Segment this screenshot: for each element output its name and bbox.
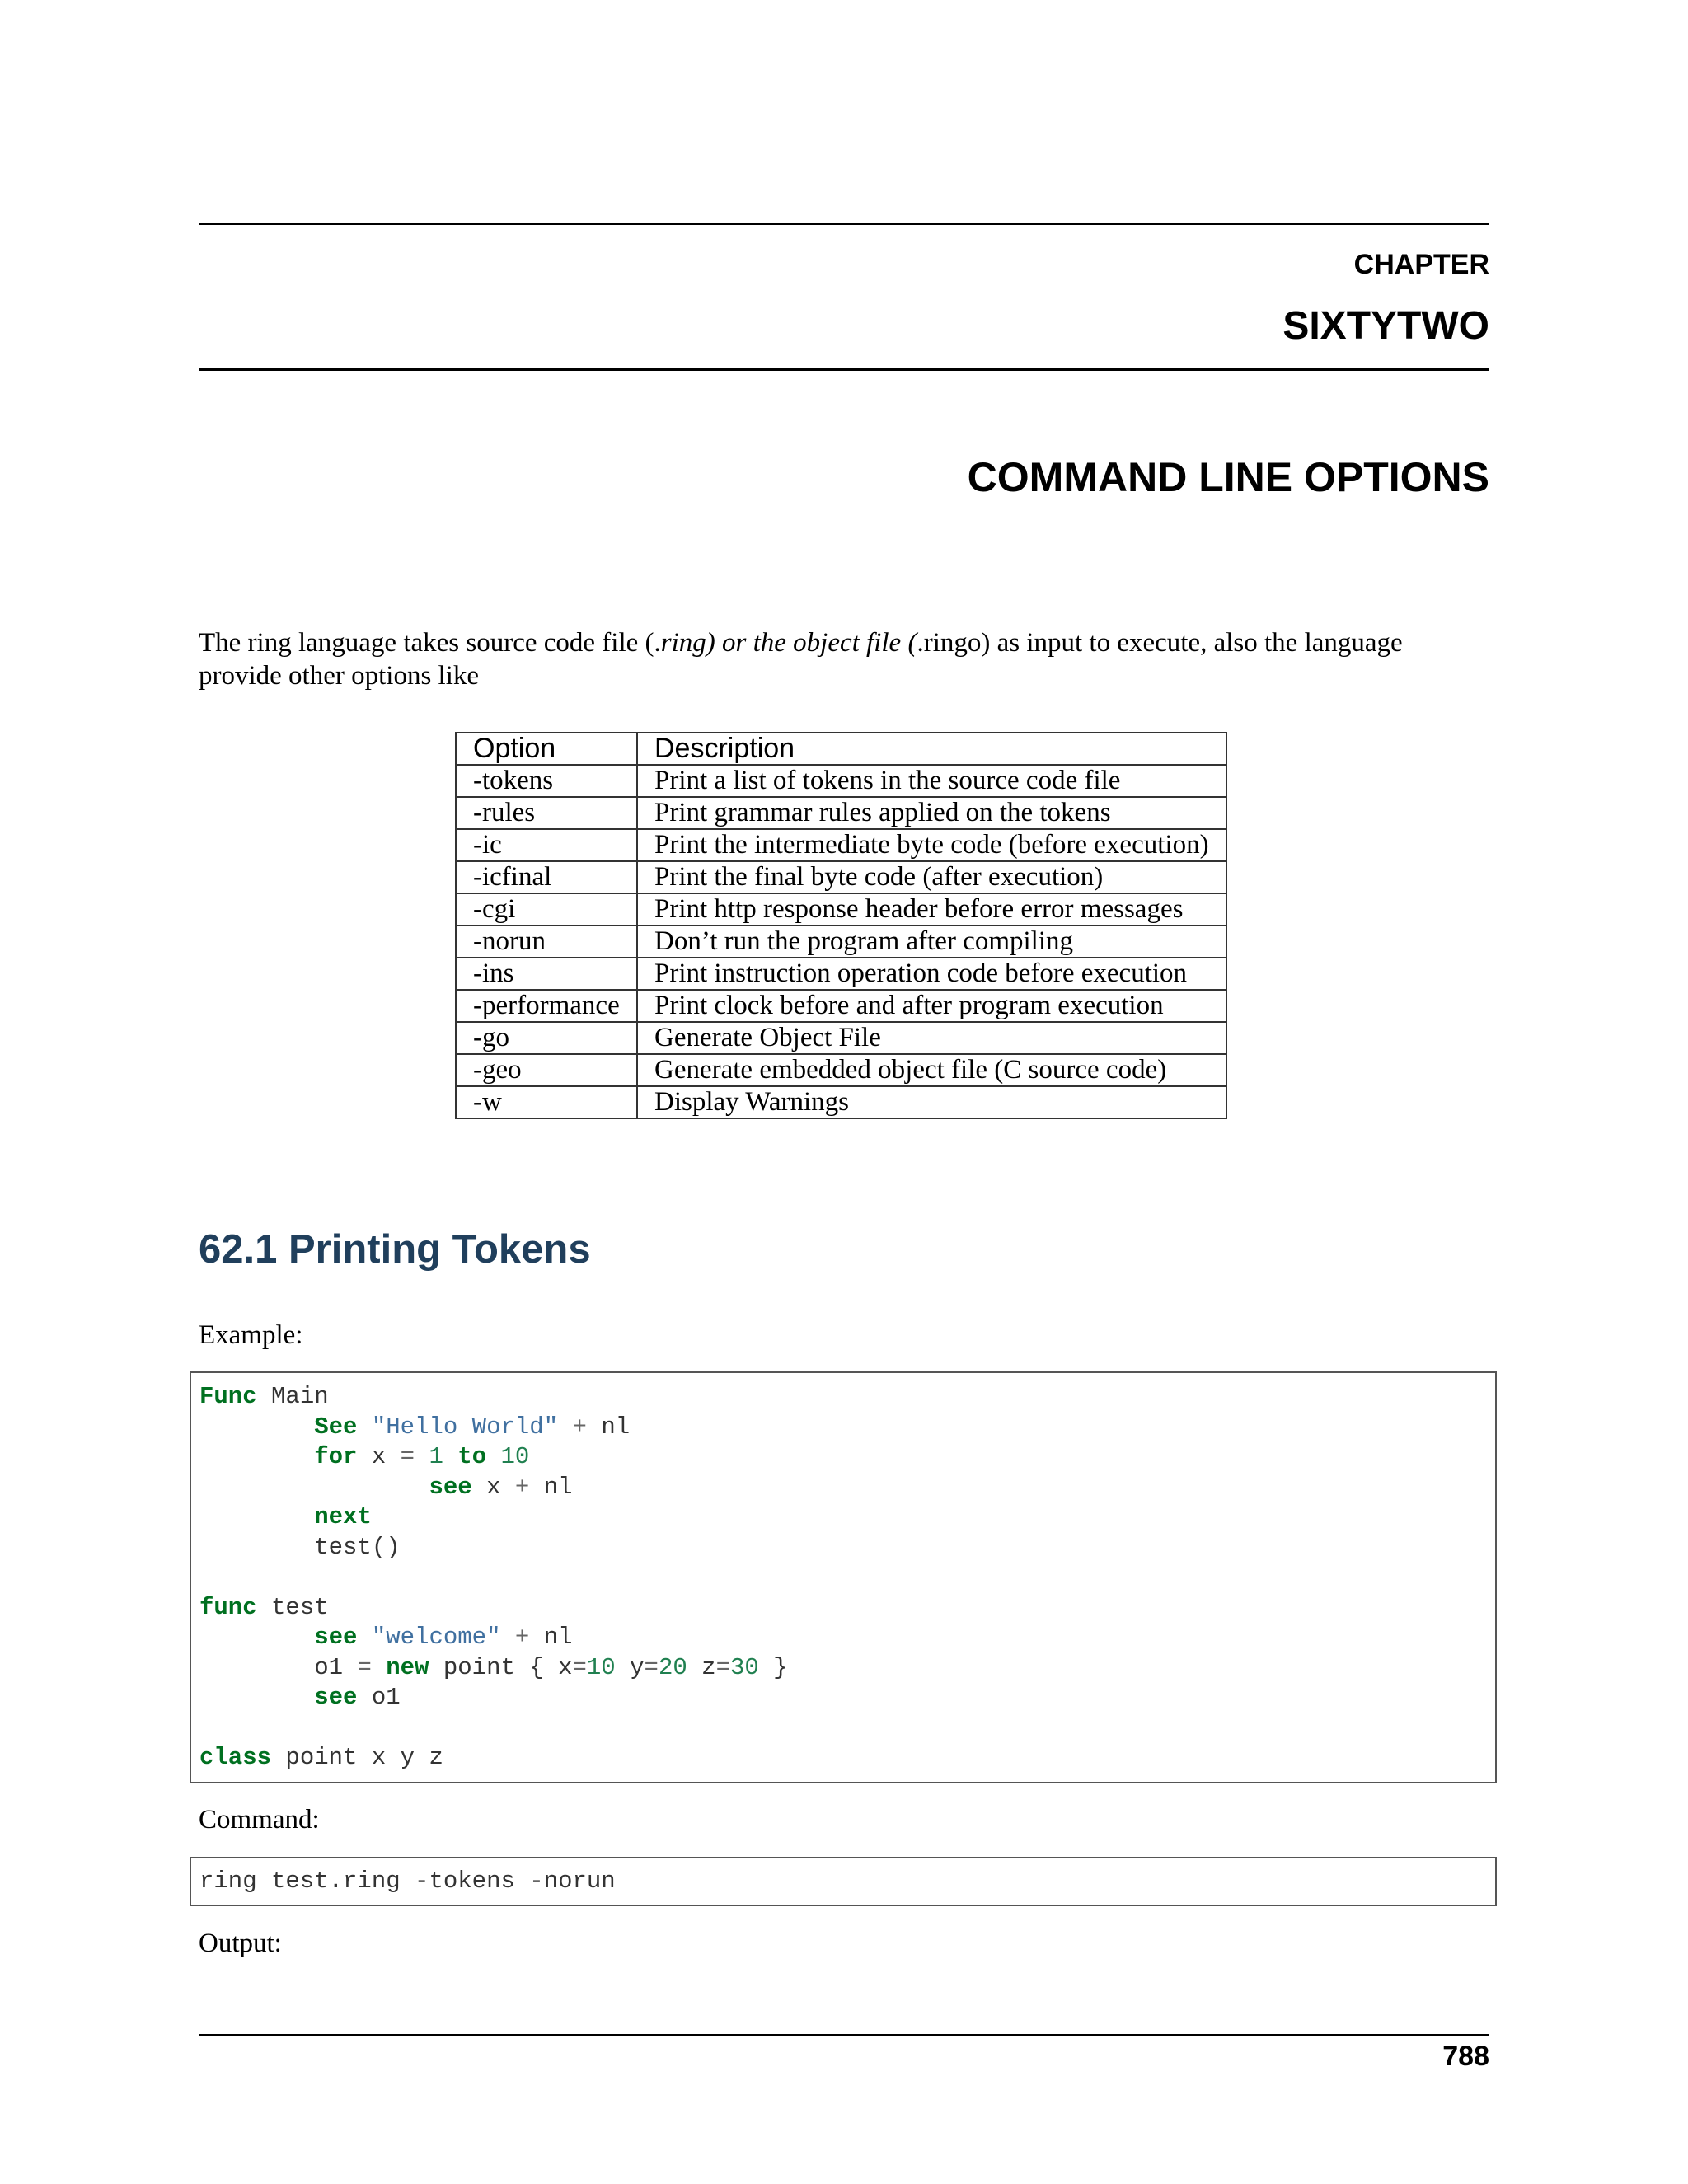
code-line — [199, 1593, 1487, 1624]
code-token: = — [400, 1443, 415, 1470]
code-token: o1 — [357, 1684, 401, 1711]
code-token — [199, 1503, 314, 1530]
options-table — [455, 732, 1227, 1119]
code-token: next — [314, 1503, 372, 1530]
code-token: 30 — [729, 1653, 759, 1681]
command-label: Command: — [199, 1805, 320, 1835]
code-token: Main — [256, 1383, 329, 1410]
code-token: - — [529, 1868, 544, 1895]
intro-text-2: .ringo) as input to execute, also the language provide other options like — [199, 628, 1403, 691]
code-token: See — [314, 1413, 358, 1441]
code-token: = — [715, 1653, 730, 1681]
chapter-bottom-rule — [199, 368, 1489, 371]
description-cell: Print the intermediate byte code (before execution) — [637, 829, 1226, 861]
option-cell: -icfinal — [456, 861, 637, 893]
option-cell: -ic — [456, 829, 637, 861]
table-row — [456, 765, 1226, 797]
code-token — [415, 1443, 429, 1470]
chapter-top-rule — [199, 223, 1489, 225]
code-token — [372, 1654, 386, 1681]
code-token — [443, 1443, 457, 1470]
option-cell: -norun — [456, 926, 637, 958]
code-token: to — [457, 1443, 487, 1470]
code-block-example — [190, 1371, 1497, 1783]
code-line — [199, 1713, 1487, 1744]
description-cell: Print the final byte code (after execution) — [637, 861, 1226, 893]
section-title: 62.1 Printing Tokens — [199, 1227, 591, 1272]
code-token: + — [572, 1413, 587, 1441]
table-row — [456, 861, 1226, 893]
code-token — [199, 1624, 314, 1651]
intro-paragraph — [199, 626, 1489, 692]
code-token: - — [415, 1868, 429, 1895]
code-token: point x y z — [271, 1744, 443, 1771]
code-token — [357, 1413, 371, 1441]
intro-text-1: The ring language takes source code file (. — [199, 628, 661, 658]
option-cell: -go — [456, 1022, 637, 1054]
code-token: Func — [199, 1383, 257, 1410]
chapter-number: SIXTYTWO — [1282, 304, 1489, 348]
description-cell: Print http response header before error messages — [637, 893, 1226, 926]
code-line — [199, 1858, 1487, 1905]
code-token: 10 — [586, 1653, 616, 1681]
code-token: o1 — [199, 1653, 358, 1681]
code-line — [199, 1743, 1487, 1774]
code-line — [199, 1413, 1487, 1443]
option-cell: -geo — [456, 1054, 637, 1086]
code-token — [486, 1443, 500, 1470]
option-cell: -tokens — [456, 765, 637, 797]
table-row — [456, 958, 1226, 990]
description-cell: Generate Object File — [637, 1022, 1226, 1054]
description-cell: Print instruction operation code before execution — [637, 958, 1226, 990]
code-token: test — [256, 1593, 329, 1621]
code-token: "welcome" — [371, 1624, 501, 1651]
code-token: + — [514, 1624, 530, 1651]
table-row — [456, 1086, 1226, 1118]
code-token — [357, 1624, 371, 1651]
options-table-body — [456, 765, 1226, 1118]
code-token: } — [758, 1653, 788, 1681]
code-token: point { x — [429, 1653, 573, 1681]
table-row — [456, 797, 1226, 829]
options-table-header-row — [456, 733, 1226, 765]
table-row — [456, 1022, 1226, 1054]
code-token: see — [314, 1624, 358, 1651]
code-line — [199, 1623, 1487, 1653]
code-token: test() — [199, 1533, 401, 1561]
code-token: x — [471, 1473, 515, 1501]
description-cell: Don’t run the program after compiling — [637, 926, 1226, 958]
chapter-label: CHAPTER — [1353, 249, 1489, 280]
code-token — [558, 1413, 572, 1441]
option-cell: -cgi — [456, 893, 637, 926]
description-cell: Generate embedded object file (C source code) — [637, 1054, 1226, 1086]
code-token: func — [199, 1593, 257, 1621]
intro-text-italic: ring) or the object file ( — [660, 628, 917, 658]
code-token: + — [514, 1473, 530, 1501]
example-label: Example: — [199, 1320, 303, 1350]
description-cell: Print clock before and after program execution — [637, 990, 1226, 1022]
code-token: new — [386, 1653, 429, 1681]
description-cell: Print grammar rules applied on the tokens — [637, 797, 1226, 829]
code-line — [199, 1533, 1487, 1563]
code-token: = — [572, 1653, 587, 1681]
chapter-title: COMMAND LINE OPTIONS — [967, 454, 1489, 500]
code-token: 1 — [429, 1443, 443, 1470]
code-line — [199, 1653, 1487, 1684]
code-token: x — [357, 1443, 401, 1470]
code-token: nl — [529, 1624, 573, 1651]
option-cell: -rules — [456, 797, 637, 829]
code-token: ring test.ring — [199, 1868, 415, 1895]
option-cell: -performance — [456, 990, 637, 1022]
output-label: Output: — [199, 1929, 282, 1958]
table-row — [456, 1054, 1226, 1086]
table-row — [456, 829, 1226, 861]
code-token: "Hello World" — [371, 1413, 559, 1441]
code-line — [199, 1563, 1487, 1593]
code-line — [199, 1473, 1487, 1503]
description-cell: Display Warnings — [637, 1086, 1226, 1118]
option-cell: -ins — [456, 958, 637, 990]
code-line — [199, 1502, 1487, 1533]
code-token — [199, 1413, 314, 1441]
code-token: = — [644, 1653, 659, 1681]
code-token — [199, 1474, 429, 1501]
table-row — [456, 893, 1226, 926]
option-cell: -w — [456, 1086, 637, 1118]
code-token: see — [429, 1473, 472, 1501]
code-token: norun — [543, 1868, 616, 1895]
code-token — [501, 1624, 515, 1651]
description-cell: Print a list of tokens in the source code file — [637, 765, 1226, 797]
code-token: = — [357, 1653, 372, 1681]
code-token: y — [615, 1653, 645, 1681]
code-token: tokens — [429, 1868, 530, 1895]
header-description: Description — [637, 733, 1226, 765]
code-token: z — [687, 1653, 716, 1681]
table-row — [456, 990, 1226, 1022]
code-line — [199, 1683, 1487, 1713]
page-number: 788 — [1442, 2041, 1489, 2072]
code-token — [199, 1684, 314, 1711]
table-row — [456, 926, 1226, 958]
code-token — [199, 1443, 314, 1470]
code-block-command — [190, 1857, 1497, 1906]
header-option: Option — [456, 733, 637, 765]
code-token: nl — [586, 1413, 631, 1441]
code-token: for — [314, 1443, 358, 1470]
code-token: 20 — [658, 1653, 687, 1681]
footer-rule — [199, 2034, 1489, 2036]
code-token: class — [199, 1744, 272, 1771]
code-line — [199, 1382, 1487, 1413]
code-token: see — [314, 1684, 358, 1711]
code-token: 10 — [500, 1443, 530, 1470]
code-line — [199, 1442, 1487, 1473]
code-token: nl — [529, 1473, 573, 1501]
